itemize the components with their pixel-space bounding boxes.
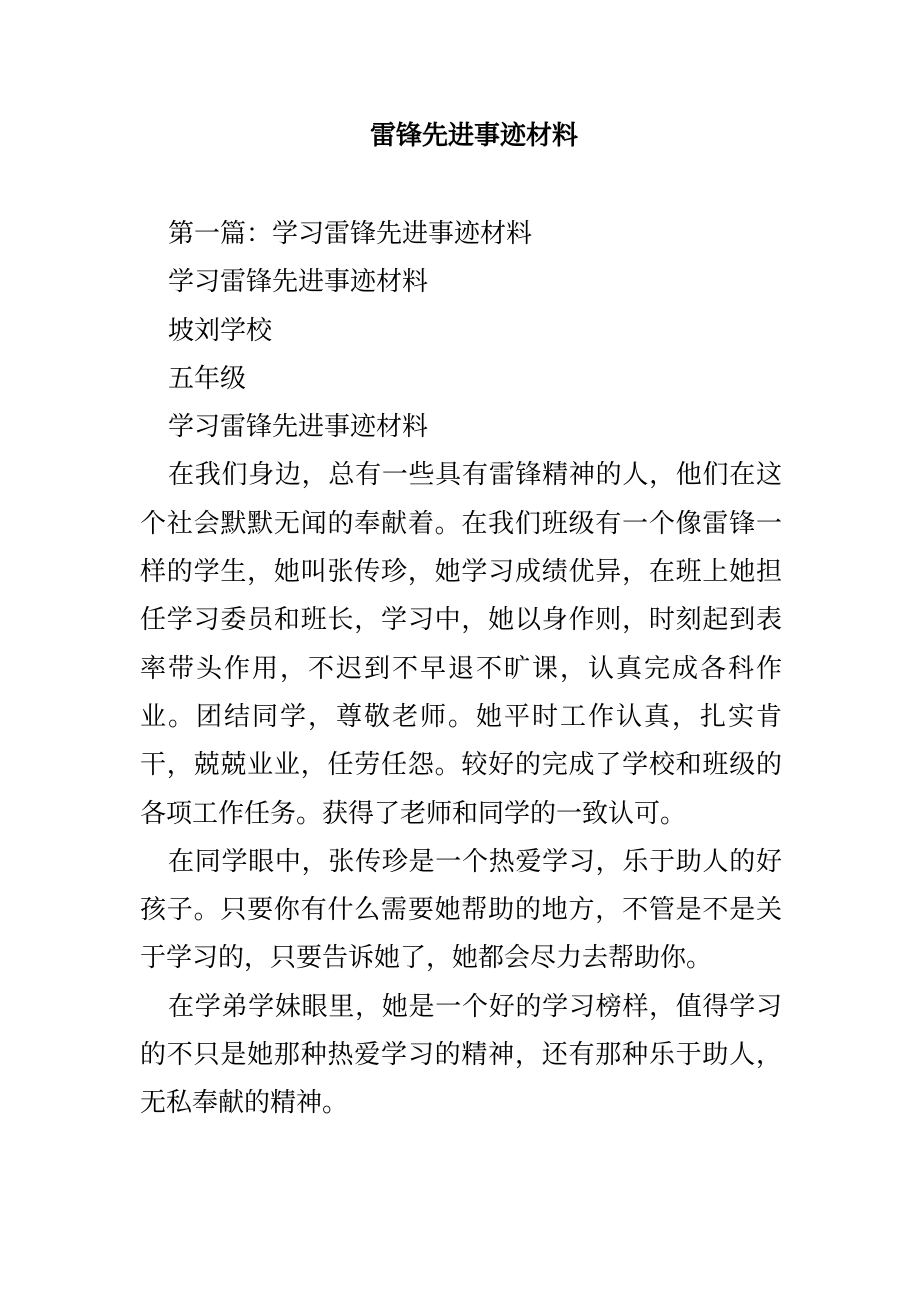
paragraph: 在同学眼中，张传珍是一个热爱学习，乐于助人的好孩子。只要你有什么需要她帮助的地方，不管是不是关于学习的，只要告诉她了，她都会尽力去帮助你。	[140, 846, 782, 974]
paragraph: 在学弟学妹眼里，她是一个好的学习榜样，值得学习的不只是她那种热爱学习的精神，还有那种乐于助人，无私奉献的精神。	[140, 991, 782, 1119]
section-title-line: 学习雷锋先进事迹材料	[168, 412, 429, 443]
subtitle-line: 学习雷锋先进事迹材料	[168, 267, 429, 298]
paragraph: 在我们身边，总有一些具有雷锋精神的人，他们在这个社会默默无闻的奉献着。在我们班级有一个像雷锋一样的学生，她叫张传珍，她学习成绩优异，在班上她担任学习委员和班长，学习中，她以身作则，时刻起到表率带头作用，不迟到不早退不旷课，认真完成各科作业。团结同学，尊敬老师。她平时工作认真，扎实肯干，兢兢业业，任劳任怨。较好的完成了学校和班级的各项工作任务。获得了老师和同学的一致认可。	[140, 460, 782, 829]
document-title: 雷锋先进事迹材料	[369, 121, 578, 151]
grade-line: 五年级	[168, 363, 247, 394]
heading-line: 第一篇：学习雷锋先进事迹材料	[168, 219, 533, 249]
school-line: 坡刘学校	[168, 315, 273, 346]
document-body	[140, 210, 782, 1128]
